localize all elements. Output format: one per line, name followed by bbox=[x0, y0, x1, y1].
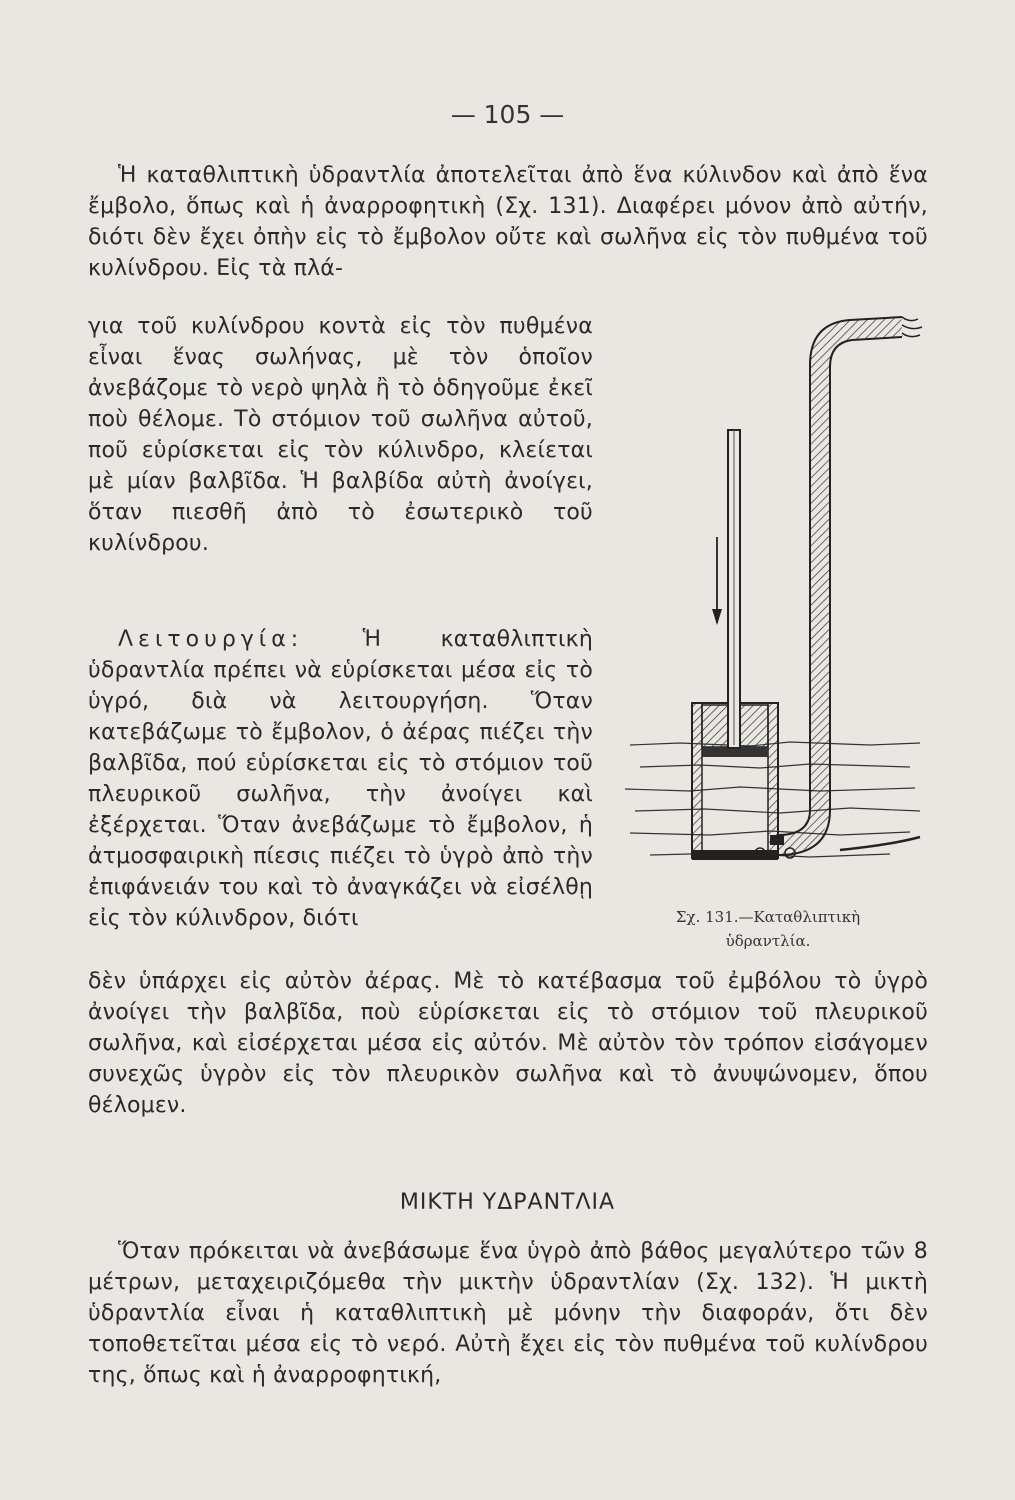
figure-caption-line1: Σχ. 131.—Καταθλιπτικὴ bbox=[675, 908, 861, 926]
paragraph-operation-continued-text: δὲν ὑπάρχει εἰς αὐτὸν ἀέρας. Μὲ τὸ κατέβασμα τοῦ ἐμβόλου τὸ ὑγρὸ ἀνοίγει τὴν βαλβῖδα, ποὺ εὑρίσκεται εἰς τὸ στόμιον τοῦ πλευρικοῦ σωλῆνα, καὶ εἰσέρχεται μέσα εἰς αὐτόν. Μὲ αὐτὸν τὸν τρόπον εἰσάγομεν συνεχῶς ὑγρὸν εἰς τὸν πλευρικὸν σωλῆνα καὶ τὸ ἀνυψώνομεν, ὅπου θέλομεν. bbox=[88, 969, 928, 1118]
paragraph-side-tube bbox=[88, 311, 593, 559]
page-number: — 105 — bbox=[450, 100, 565, 129]
force-pump-drawing bbox=[610, 305, 930, 875]
paragraph-intro-text: Ἡ καταθλιπτικὴ ὑδραντλία ἀποτελεῖται ἀπὸ ἕνα κύλινδον καὶ ἀπὸ ἕνα ἔμβολο, ὅπως καὶ ἡ ἀναρροφητικὴ (Σχ. 131). Διαφέρει μόνον ἀπὸ αὐτήν, διότι δὲν ἔχει ὀπὴν εἰς τὸ ἔμβολον οὔτε καὶ σωλῆνα εἰς τὸν πυθμένα τοῦ κυλίνδρου. Εἰς τὰ πλά- bbox=[88, 163, 928, 281]
paragraph-operation-continued bbox=[88, 966, 928, 1121]
ground-curve bbox=[840, 837, 920, 850]
side-tube bbox=[778, 317, 902, 855]
paragraph-mixed-pump-text: Ὅταν πρόκειται νὰ ἀνεβάσωμε ἕνα ὑγρὸ ἀπὸ βάθος μεγαλύτερο τῶν 8 μέτρων, μεταχειριζόμεθα τὴν μικτὴν ὑδραντλίαν (Σχ. 132). Ἡ μικτὴ ὑδραντλία εἶναι ἡ καταθλιπτικὴ μὲ μόνην τὴν διαφοράν, ὅτι δὲν τοποθετεῖται μέσα εἰς τὸ νερό. Αὐτὴ ἔχει εἰς τὸν πυθμένα τοῦ κυλίνδρου της, ὅπως καὶ ἡ ἀναρροφητική, bbox=[88, 1239, 928, 1388]
piston-rod bbox=[728, 430, 740, 748]
paragraph-operation bbox=[88, 624, 593, 934]
paragraph-operation-text bbox=[88, 624, 593, 934]
operation-label: Λειτουργία: bbox=[118, 627, 304, 652]
down-arrow-icon bbox=[712, 537, 722, 625]
force-pump-illustration bbox=[610, 305, 930, 875]
operation-body: Ἡ καταθλιπτικὴ ὑδραντλία πρέπει νὰ εὑρίσκεται μέσα εἰς τὸ ὑγρό, διὰ νὰ λειτουργήση. Ὅταν κατεβάζωμε τὸ ἔμβολον, ὁ ἀέρας πιέζει τὴν βαλβῖδα, πού εὑρίσκεται εἰς τὸ στόμιον τοῦ πλευρικοῦ σωλῆνα, τὴν ἀνοίγει καὶ ἐξέρχεται. Ὅταν ἀνεβάζωμε τὸ ἔμβολον, ἡ ἀτμοσφαιρικὴ πίεσις πιέζει τὸ ὑγρὸ ἀπὸ τὴν ἐπιφάνειάν του καὶ τὸ ἀναγκάζει νὰ εἰσέλθῃ εἰς τὸν κύλινδρον, διότι bbox=[88, 627, 593, 931]
paragraph-mixed-pump bbox=[88, 1236, 928, 1391]
water-outlet bbox=[902, 317, 922, 337]
paragraph-intro bbox=[88, 160, 928, 284]
section-heading: ΜΙΚΤΗ ΥΔΡΑΝΤΛΙΑ bbox=[399, 1190, 616, 1215]
figure-caption bbox=[618, 905, 918, 953]
paragraph-side-tube-text: για τοῦ κυλίνδρου κοντὰ εἰς τὸν πυθμένα εἶναι ἕνας σωλήνας, μὲ τὸν ὁποῖον ἀνεβάζομε τὸ νερὸ ψηλὰ ἢ τὸ ὁδηγοῦμε ἐκεῖ ποὺ θέλομε. Τὸ στόμιον τοῦ σωλῆνα αὐτοῦ, ποῦ εὑρίσκεται εἰς τὸν κύλινδρο, κλείεται μὲ μίαν βαλβῖδα. Ἡ βαλβίδα αὐτὴ ἀνοίγει, ὅταν πιεσθῆ ἀπὸ τὸ ἐσωτερικὸ τοῦ κυλίνδρου. bbox=[88, 314, 593, 556]
figure-caption-line2: ὑδραντλία. bbox=[725, 932, 811, 950]
